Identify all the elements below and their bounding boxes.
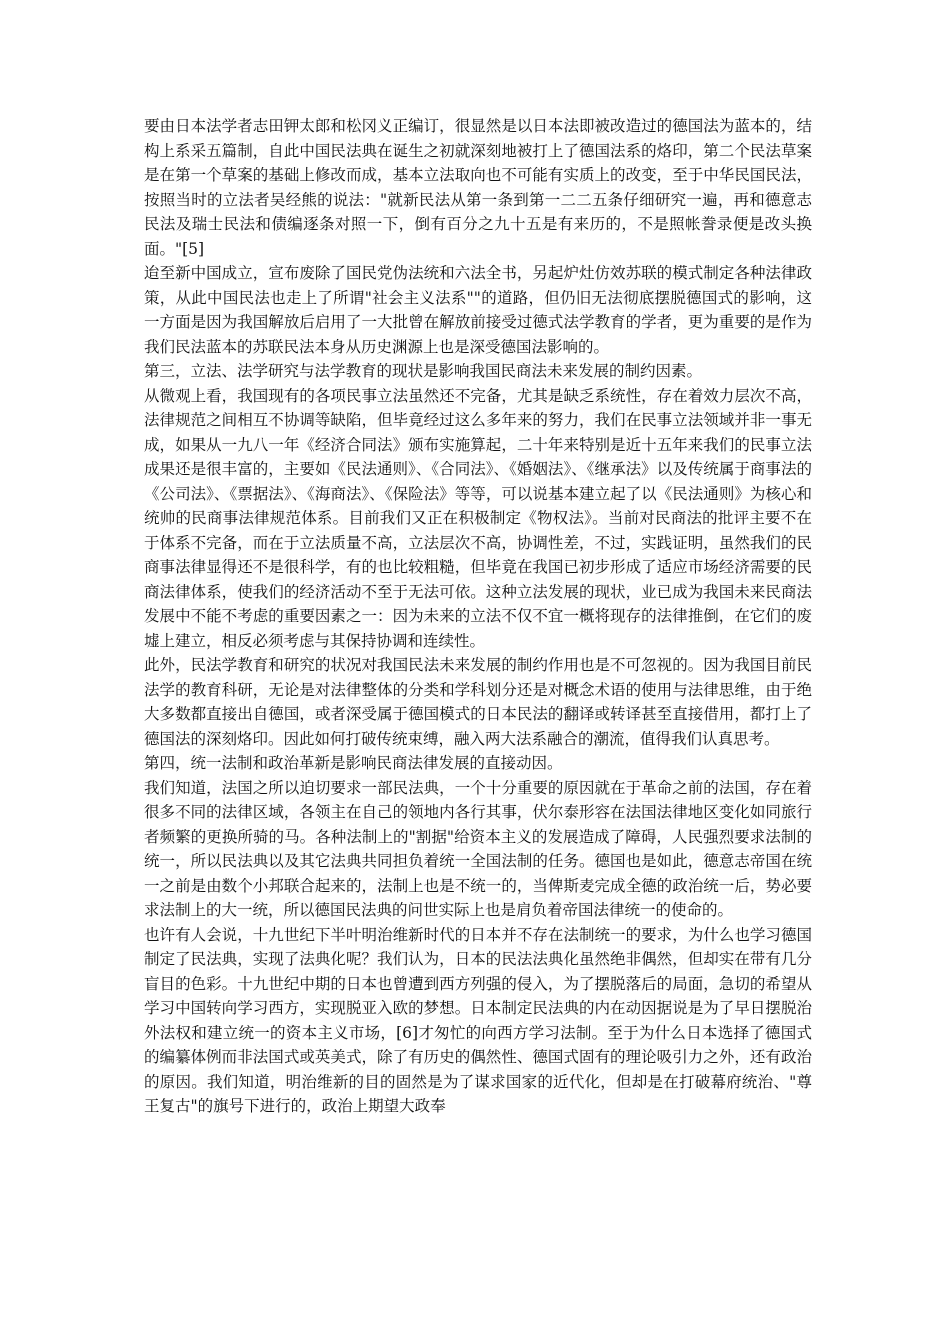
paragraph: 从微观上看，我国现有的各项民事立法虽然还不完备，尤其是缺乏系统性，存在着效力层次不高，法律规范之间相互不协调等缺陷，但毕竟经过这么多年来的努力，我们在民事立法领域并非一事无成，如果从一九八一年《经济合同法》颁布实施算起，二十年来特别是近十五年来我们的民事立法成果还是很丰富的，主要如《民法通则》、《合同法》、《婚姻法》、《继承法》以及传统属于商事法的《公司法》、《票据法》、《海商法》、《保险法》等等，可以说基本建立起了以《民法通则》为核心和统帅的民商事法律规范体系。目前我们又正在积极制定《物权法》。当前对民商法的批评主要不在于体系不完备，而在于立法质量不高，立法层次不高，协调性差，不过，实践证明，虽然我们的民商事法律显得还不是很科学，有的也比较粗糙，但毕竟在我国已初步形成了适应市场经济需要的民商法律体系，使我们的经济活动不至于无法可依。这种立法发展的现状，业已成为我国未来民商法发展中不能不考虑的重要因素之一：因为未来的立法不仅不宜一概将现存的法律推倒，在它们的废墟上建立，相反必须考虑与其保持协调和连续性。 xyxy=(144,386,812,650)
document-body xyxy=(144,114,812,1119)
paragraph: 要由日本法学者志田钾太郎和松冈义正编订，很显然是以日本法即被改造过的德国法为蓝本的，结构上系采五篇制，自此中国民法典在诞生之初就深刻地被打上了德国法系的烙印，第二个民法草案是在第一个草案的基础上修改而成，基本立法取向也不可能有实质上的改变，至于中华民国民法，按照当时的立法者吴经熊的说法："就新民法从第一条到第一二二五条仔细研究一遍，再和德意志民法及瑞士民法和债编逐条对照一下，倒有百分之九十五是有来历的，不是照帐誊录便是改头换面。"[5] xyxy=(144,117,812,258)
paragraph: 我们知道，法国之所以迫切要求一部民法典，一个十分重要的原因就在于革命之前的法国，存在着很多不同的法律区域，各领主在自己的领地内各行其事，伏尔泰形容在法国法律地区变化如同旅行者频繁的更换所骑的马。各种法制上的"割据"给资本主义的发展造成了障碍，人民强烈要求法制的统一，所以民法典以及其它法典共同担负着统一全国法制的任务。德国也是如此，德意志帝国在统一之前是由数个小邦联合起来的，法制上也是不统一的，当俾斯麦完成全德的政治统一后，势必要求法制上的大一统，所以德国民法典的问世实际上也是肩负着帝国法律统一的使命的。 xyxy=(144,778,812,919)
paragraph: 迨至新中国成立，宣布废除了国民党伪法统和六法全书，另起炉灶仿效苏联的模式制定各种法律政策，从此中国民法也走上了所谓"社会主义法系""的道路，但仍旧无法彻底摆脱德国式的影响，这一方面是因为我国解放后启用了一大批曾在解放前接受过德式法学教育的学者，更为重要的是作为我们民法蓝本的苏联民法本身从历史渊源上也是深受德国法影响的。 xyxy=(144,264,812,356)
paragraph: 也许有人会说，十九世纪下半叶明治维新时代的日本并不存在法制统一的要求，为什么也学习德国制定了民法典，实现了法典化呢？我们认为，日本的民法法典化虽然绝非偶然，但却实在带有几分盲目的色彩。十九世纪中期的日本也曾遭到西方列强的侵入，为了摆脱落后的局面，急切的希望从学习中国转向学习西方，实现脱亚入欧的梦想。日本制定民法典的内在动因据说是为了早日摆脱治外法权和建立统一的资本主义市场，[6]才匆忙的向西方学习法制。至于为什么日本选择了德国式的编纂体例而非法国式或英美式，除了有历史的偶然性、德国式固有的理论吸引力之外，还有政治的原因。我们知道，明治维新的目的固然是为了谋求国家的近代化，但却是在打破幕府统治、"尊王复古"的旗号下进行的，政治上期望大政奉 xyxy=(144,925,812,1115)
section-heading-third: 第三，立法、法学研究与法学教育的现状是影响我国民商法未来发展的制约因素。 xyxy=(144,362,703,380)
paragraph: 此外，民法学教育和研究的状况对我国民法未来发展的制约作用也是不可忽视的。因为我国目前民法学的教育科研，无论是对法律整体的分类和学科划分还是对概念术语的使用与法律思维，由于绝大多数都直接出自德国，或者深受属于德国模式的日本民法的翻译或转译甚至直接借用，都打上了德国法的深刻烙印。因此如何打破传统束缚，融入两大法系融合的潮流，值得我们认真思考。 xyxy=(144,656,812,748)
section-heading-fourth: 第四，统一法制和政治革新是影响民商法律发展的直接动因。 xyxy=(144,754,563,772)
